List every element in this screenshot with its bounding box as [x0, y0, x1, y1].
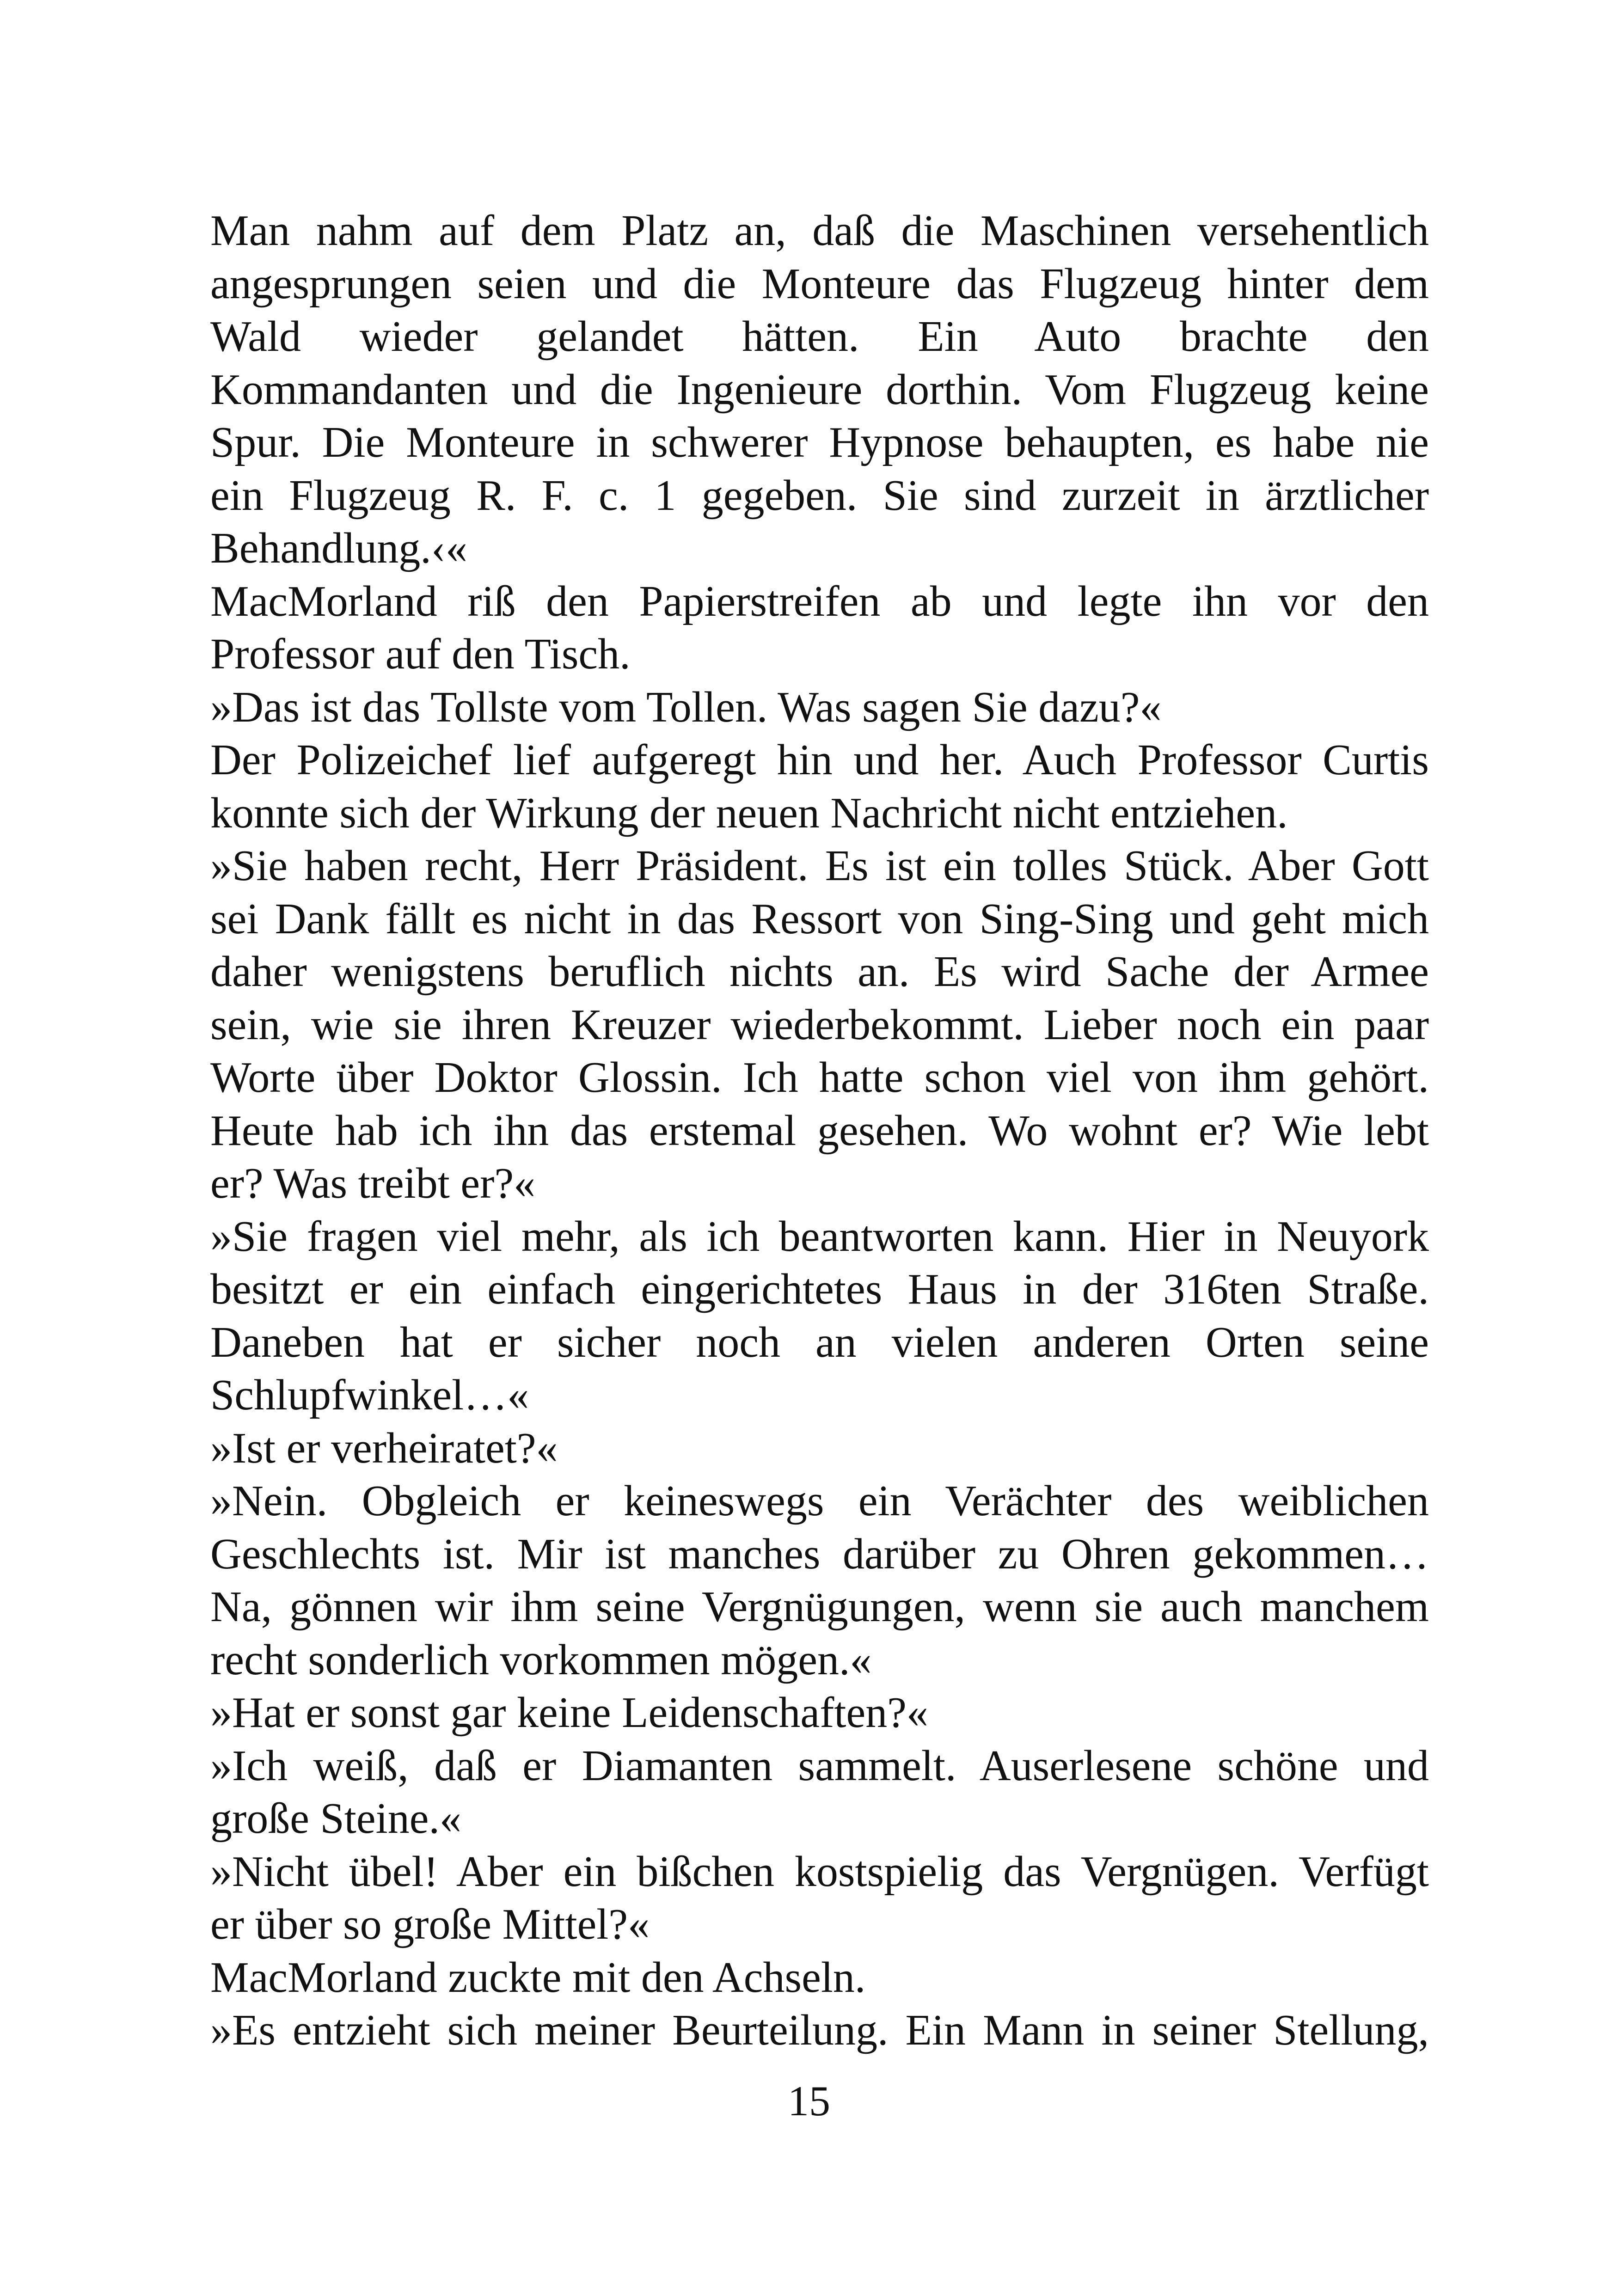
text-line: »Nicht übel! Aber ein bißchen kostspielig das Vergnügen. Verfügt [210, 1847, 1429, 1896]
text-line: Behandlung.‹« [210, 524, 468, 572]
text-line: Worte über Doktor Glossin. Ich hatte schon viel von ihm gehört. [210, 1053, 1429, 1102]
text-line: Spur. Die Monteure in schwerer Hypnose behaupten, es habe nie [210, 418, 1429, 466]
text-line: besitzt er ein einfach eingerichtetes Haus in der 316ten Straße. [210, 1265, 1429, 1313]
text-line: Der Polizeichef lief aufgeregt hin und her. Auch Professor Curtis [210, 736, 1429, 784]
text-line: er über so große Mittel?« [210, 1900, 650, 1948]
text-line: »Das ist das Tollste vom Tollen. Was sagen Sie dazu?« [210, 683, 1162, 731]
text-line: Heute hab ich ihn das erstemal gesehen. Wo wohnt er? Wie lebt [210, 1106, 1429, 1155]
text-line: »Ich weiß, daß er Diamanten sammelt. Auserlesene schöne und [210, 1741, 1429, 1790]
text-line: MacMorland riß den Papierstreifen ab und legte ihn vor den [210, 577, 1429, 625]
text-line: Kommandanten und die Ingenieure dorthin. Vom Flugzeug keine [210, 365, 1429, 414]
text-line: »Nein. Obgleich er keineswegs ein Verächter des weiblichen [210, 1477, 1429, 1525]
text-line: daher wenigstens beruflich nichts an. Es wird Sache der Armee [210, 948, 1429, 996]
text-line: Man nahm auf dem Platz an, daß die Maschinen versehentlich [210, 207, 1429, 255]
text-line: große Steine.« [210, 1794, 461, 1843]
body-text [210, 204, 1429, 2057]
text-line: MacMorland zuckte mit den Achseln. [210, 1953, 866, 2002]
text-line: Wald wieder gelandet hätten. Ein Auto brachte den [210, 312, 1429, 361]
text-line: »Sie fragen viel mehr, als ich beantworten kann. Hier in Neuyork [210, 1212, 1429, 1261]
text-line: sein, wie sie ihren Kreuzer wiederbekommt. Lieber noch ein paar [210, 1000, 1429, 1049]
text-line: sei Dank fällt es nicht in das Ressort von Sing-Sing und geht mich [210, 894, 1429, 943]
text-line: »Es entzieht sich meiner Beurteilung. Ein Mann in seiner Stellung, [210, 2006, 1429, 2054]
text-line: »Ist er verheiratet?« [210, 1424, 558, 1472]
text-line: konnte sich der Wirkung der neuen Nachricht nicht entziehen. [210, 789, 1288, 837]
text-line: angesprungen seien und die Monteure das Flugzeug hinter dem [210, 259, 1429, 308]
text-line: Schlupfwinkel…« [210, 1371, 529, 1419]
text-line: Geschlechts ist. Mir ist manches darüber zu Ohren gekommen… [210, 1530, 1429, 1578]
text-line: recht sonderlich vorkommen mögen.« [210, 1635, 872, 1684]
text-line: »Sie haben recht, Herr Präsident. Es ist ein tolles Stück. Aber Gott [210, 842, 1429, 890]
text-line: »Hat er sonst gar keine Leidenschaften?« [210, 1689, 928, 1737]
text-line: ein Flugzeug R. F. c. 1 gegeben. Sie sind zurzeit in ärztlicher [210, 471, 1429, 520]
text-line: Daneben hat er sicher noch an vielen anderen Orten seine [210, 1318, 1429, 1366]
text-line: er? Was treibt er?« [210, 1159, 536, 1207]
text-line: Na, gönnen wir ihm seine Vergnügungen, wenn sie auch manchem [210, 1583, 1429, 1631]
text-line: Professor auf den Tisch. [210, 630, 631, 678]
page-number: 15 [788, 2077, 830, 2125]
